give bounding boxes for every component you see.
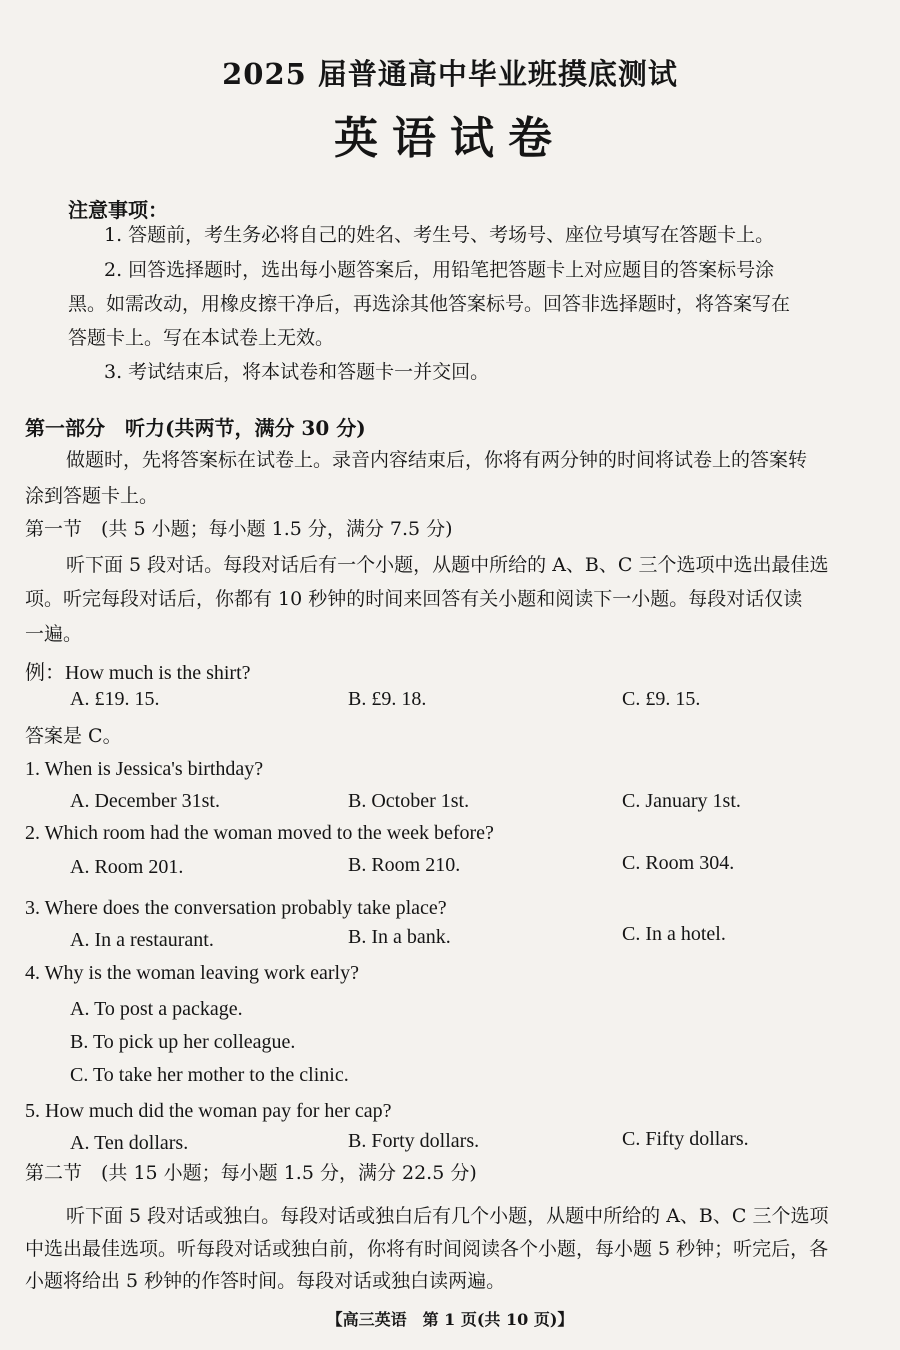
q1-option-a: A. December 31st.: [70, 790, 220, 812]
notice-item-2-line-2: 黑。如需改动，用橡皮擦干净后，再选涂其他答案标号。回答非选择题时，将答案写在: [68, 293, 791, 315]
example-option-b: B. £9. 18.: [348, 688, 427, 710]
notice-heading: 注意事项：: [68, 198, 168, 222]
q1-option-b: B. October 1st.: [348, 790, 470, 812]
q4-option-b: B. To pick up her colleague.: [70, 1031, 296, 1053]
q1-option-c: C. January 1st.: [622, 790, 741, 812]
exam-title: 2025 届普通高中毕业班摸底测试: [222, 57, 678, 91]
example-answer: 答案是 C。: [25, 725, 122, 747]
q3-option-a: A. In a restaurant.: [70, 929, 214, 951]
question-2: 2. Which room had the woman moved to the week before?: [25, 822, 494, 844]
part1-instruction-line-1: 做题时，先将答案标在试卷上。录音内容结束后，你将有两分钟的时间将试卷上的答案转: [66, 449, 808, 471]
q2-option-c: C. Room 304.: [622, 852, 735, 874]
example-question: 例：How much is the shirt?: [25, 662, 251, 684]
section2-heading: 第二节 (共 15 小题；每小题 1.5 分，满分 22.5 分): [25, 1162, 477, 1184]
section1-instruction-line-2: 项。听完每段对话后，你都有 10 秒钟的时间来回答有关小题和阅读下一小题。每段对话仅读: [25, 588, 803, 610]
part1-instruction-line-2: 涂到答题卡上。: [25, 485, 159, 507]
section2-instruction-line-1: 听下面 5 段对话或独白。每段对话或独白后有几个小题，从题中所给的 A、B、C 三个选项: [66, 1205, 829, 1227]
q4-option-a: A. To post a package.: [70, 998, 243, 1020]
notice-item-3: 3. 考试结束后，将本试卷和答题卡一并交回。: [104, 361, 490, 383]
page-footer: 【高三英语 第 1 页(共 10 页)】: [326, 1310, 574, 1329]
question-4: 4. Why is the woman leaving work early?: [25, 962, 359, 984]
q2-option-b: B. Room 210.: [348, 854, 461, 876]
section1-heading: 第一节 (共 5 小题；每小题 1.5 分，满分 7.5 分): [25, 518, 453, 540]
section2-instruction-line-3: 小题将给出 5 秒钟的作答时间。每段对话或独白读两遍。: [25, 1270, 506, 1292]
q3-option-c: C. In a hotel.: [622, 923, 726, 945]
question-5: 5. How much did the woman pay for her cap?: [25, 1100, 392, 1122]
q3-option-b: B. In a bank.: [348, 926, 451, 948]
example-option-a: A. £19. 15.: [70, 688, 160, 710]
q5-option-c: C. Fifty dollars.: [622, 1128, 749, 1150]
example-option-c: C. £9. 15.: [622, 688, 701, 710]
notice-item-2-line-3: 答题卡上。写在本试卷上无效。: [68, 327, 335, 349]
section1-instruction-line-3: 一遍。: [25, 623, 83, 645]
q4-option-c: C. To take her mother to the clinic.: [70, 1064, 349, 1086]
section2-instruction-line-2: 中选出最佳选项。听每段对话或独白前，你将有时间阅读各个小题，每小题 5 秒钟；听完后，各: [25, 1238, 829, 1260]
exam-subtitle: 英语试卷: [334, 113, 566, 164]
part1-heading: 第一部分 听力(共两节，满分 30 分): [25, 416, 366, 440]
notice-item-2-line-1: 2. 回答选择题时，选出每小题答案后，用铅笔把答题卡上对应题目的答案标号涂: [104, 259, 775, 281]
q5-option-a: A. Ten dollars.: [70, 1132, 189, 1154]
question-1: 1. When is Jessica's birthday?: [25, 758, 264, 780]
notice-item-1: 1. 答题前，考生务必将自己的姓名、考生号、考场号、座位号填写在答题卡上。: [104, 224, 775, 246]
question-3: 3. Where does the conversation probably take place?: [25, 897, 447, 919]
q5-option-b: B. Forty dollars.: [348, 1130, 480, 1152]
q2-option-a: A. Room 201.: [70, 856, 184, 878]
section1-instruction-line-1: 听下面 5 段对话。每段对话后有一个小题，从题中所给的 A、B、C 三个选项中选出最佳选: [66, 554, 829, 576]
